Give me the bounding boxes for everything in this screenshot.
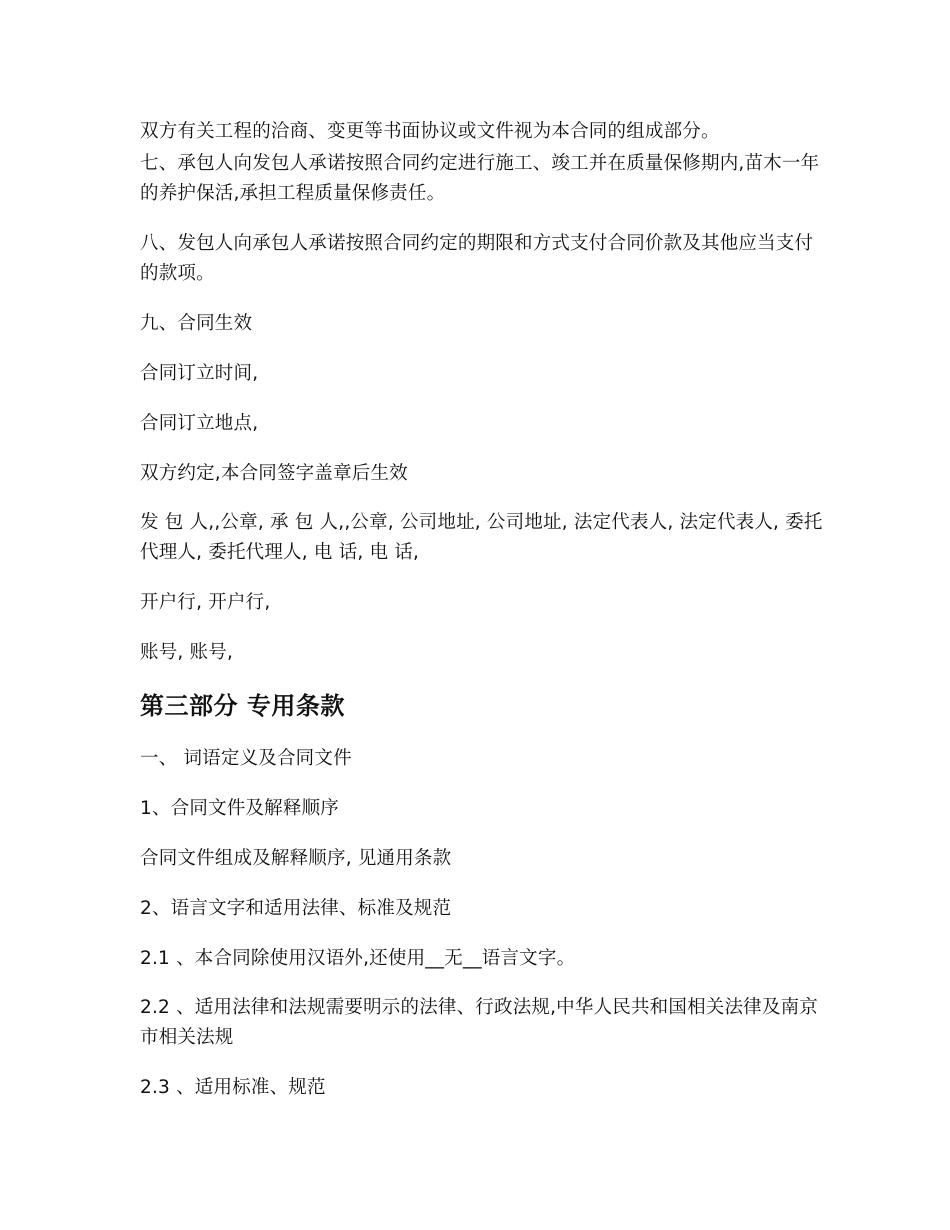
section-title: 第三部分 专用条款 — [140, 692, 345, 720]
paragraph-clause-8: 八、发包人向承包人承诺按照合同约定的期限和方式支付合同价款及其他应当支付的款项。 — [140, 233, 814, 284]
clause-2-2: 2.2 、适用法律和法规需要明示的法律、行政法规,中华人民共和国相关法律及南京市相关法规 — [140, 997, 818, 1048]
clause-1-body: 合同文件组成及解释顺序, 见通用条款 — [140, 848, 452, 869]
paragraph-signing-time: 合同订立时间, — [140, 363, 259, 384]
clause-definitions: 一、 词语定义及合同文件 — [140, 748, 352, 769]
paragraph-account: 账号, 账号, — [140, 642, 234, 663]
clause-2-3: 2.3 、适用标准、规范 — [140, 1077, 326, 1098]
clause-2-heading: 2、语言文字和适用法律、标准及规范 — [140, 898, 452, 919]
paragraph-signing-place: 合同订立地点, — [140, 413, 259, 434]
paragraph-clause-7: 七、承包人向发包人承诺按照合同约定进行施工、竣工并在质量保修期内,苗木一年的养护保活,承担工程质量保修责任。 — [140, 153, 820, 204]
paragraph-clause-9-heading: 九、合同生效 — [140, 313, 253, 334]
paragraph-bank: 开户行, 开户行, — [140, 592, 271, 613]
paragraph-amendments: 双方有关工程的洽商、变更等书面协议或文件视为本合同的组成部分。 — [140, 121, 720, 142]
paragraph-effective: 双方约定,本合同签字盖章后生效 — [140, 463, 408, 484]
paragraph-signatories: 发 包 人,,公章, 承 包 人,,公章, 公司地址, 公司地址, 法定代表人, 法定代表人, 委托代理人, 委托代理人, 电 话, 电 话, — [140, 512, 823, 563]
clause-1-heading: 1、合同文件及解释顺序 — [140, 798, 339, 819]
clause-2-1: 2.1 、本合同除使用汉语外,还使用__无__语言文字。 — [140, 948, 576, 969]
